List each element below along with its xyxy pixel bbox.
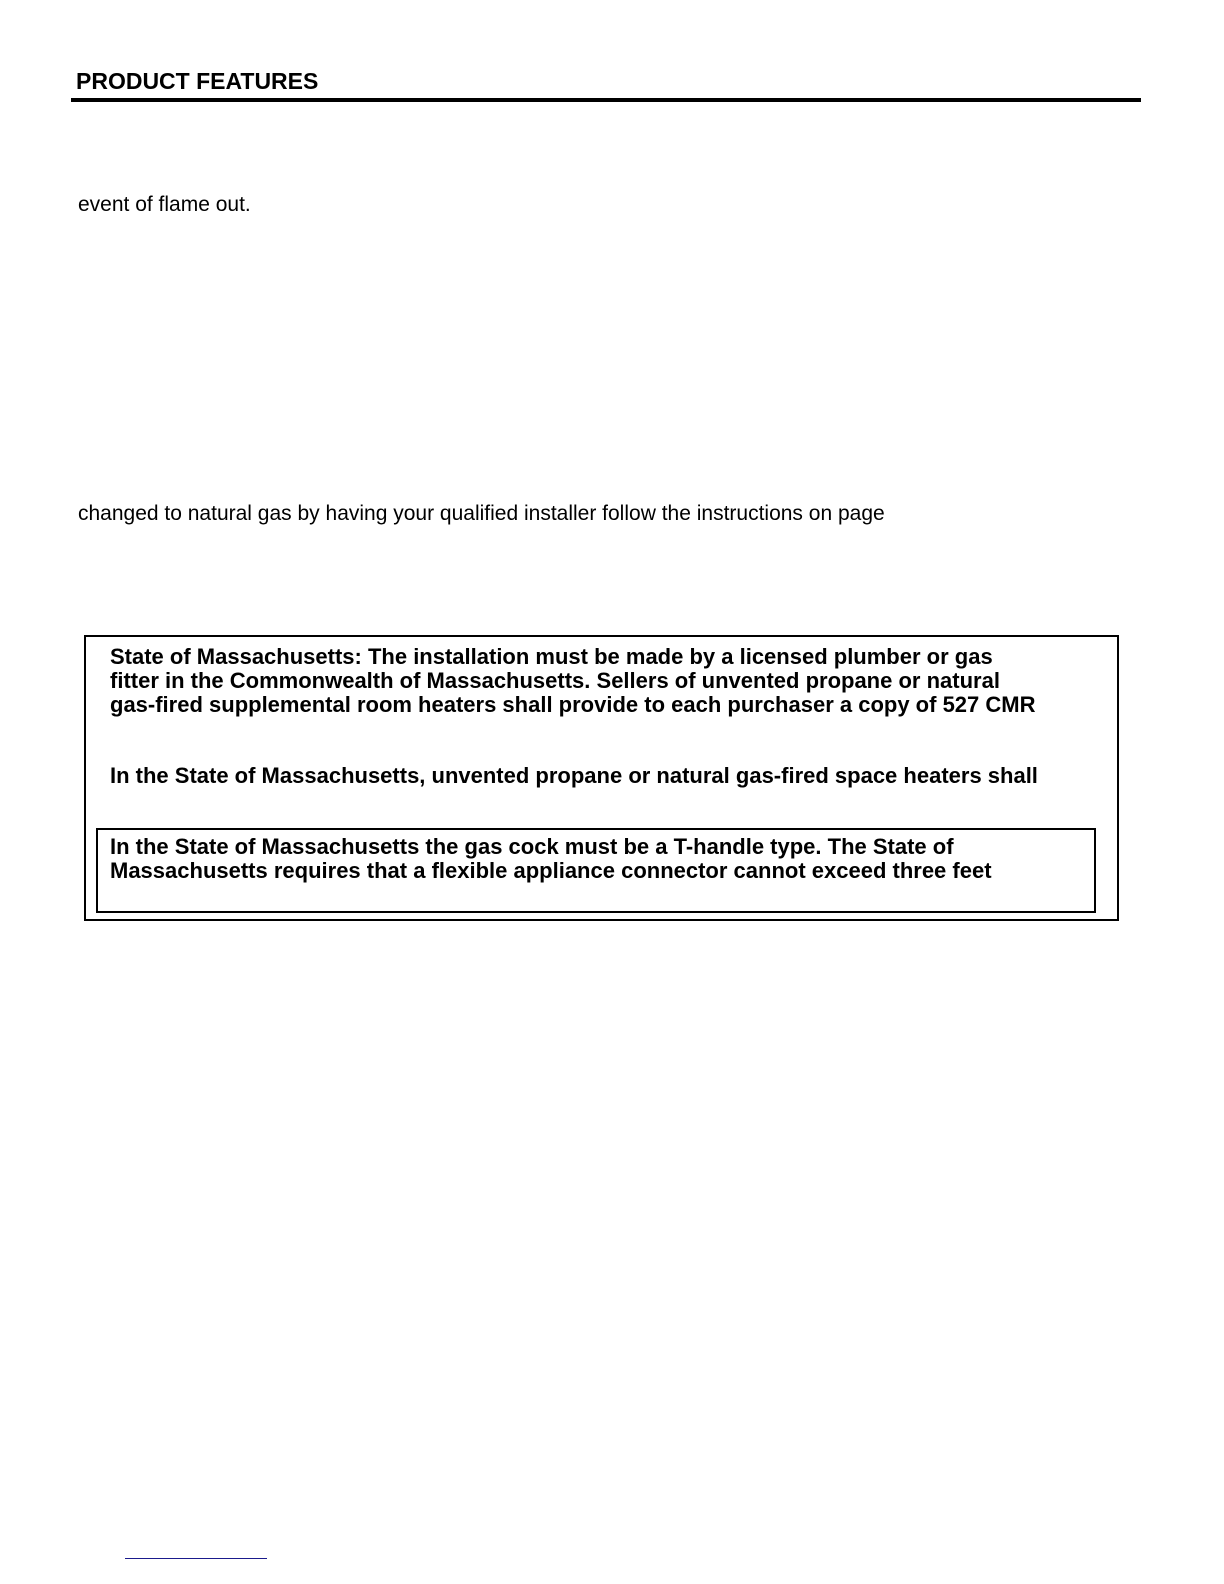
section-heading: PRODUCT FEATURES [76,68,319,94]
body-text-line: event of flame out. [78,193,251,216]
notice-text-line: gas-fired supplemental room heaters shall provide to each purchaser a copy of 527 CMR [110,692,1036,717]
notice-text-line: In the State of Massachusetts, unvented propane or natural gas-fired space heaters shall [110,763,1038,788]
notice-text-line: Massachusetts requires that a flexible appliance connector cannot exceed three feet [110,858,992,883]
heading-divider [71,98,1141,102]
notice-text-line: State of Massachusetts: The installation must be made by a licensed plumber or gas [110,644,993,669]
notice-text-line: fitter in the Commonwealth of Massachusetts. Sellers of unvented propane or natural [110,668,1000,693]
notice-text-line: In the State of Massachusetts the gas cock must be a T-handle type. The State of [110,834,954,859]
body-text-line: changed to natural gas by having your qualified installer follow the instructions on page [78,502,885,525]
footer-divider [125,1558,267,1559]
